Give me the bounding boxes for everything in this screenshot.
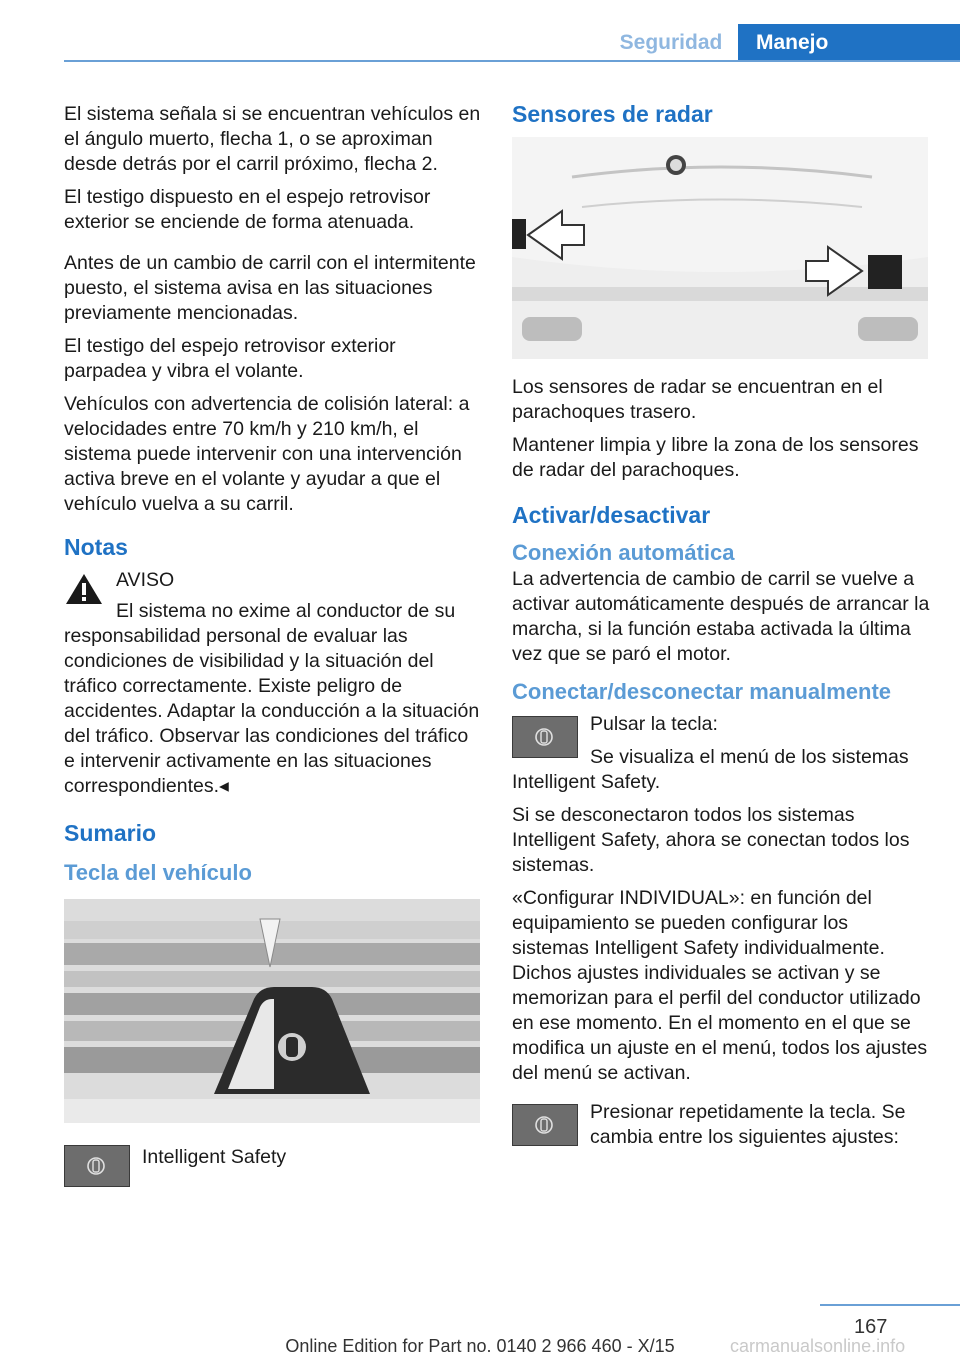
paragraph: Vehículos con advertencia de colisión lateral: a velocidades entre 70 km/h y 210 km/h, el sistema puede intervenir con una intervención activa breve en el volante y ayudar a que el vehículo vuelva a su carril.	[64, 393, 470, 515]
heading-activar: Activar/desactivar	[512, 502, 711, 528]
paragraph: Se visualiza el menú de los sistemas Intelligent Safety.	[512, 746, 909, 793]
paragraph: Mantener limpia y libre la zona de los sensores de radar del parachoques.	[512, 434, 919, 481]
edition-text: Online Edition for Part no. 0140 2 966 460 - X/15	[285, 1336, 675, 1356]
radar-sensor-photo	[512, 137, 928, 359]
tab-seguridad[interactable]: Seguridad	[619, 31, 723, 54]
right-column	[512, 102, 930, 1158]
paragraph: La advertencia de cambio de carril se vuelve a activar automáticamente después de arrancar la marcha, si la función estaba activada la última vez que se paró el motor.	[512, 568, 930, 665]
paragraph: Los sensores de radar se encuentran en el parachoques trasero.	[512, 376, 883, 423]
button-instruction	[512, 1100, 930, 1150]
warning-note	[64, 568, 482, 799]
header-rule	[64, 60, 960, 62]
page-number: 167	[854, 1316, 888, 1338]
paragraph: Pulsar la tecla:	[590, 713, 718, 735]
vehicle-key-photo	[64, 899, 480, 1123]
left-column	[64, 102, 482, 1189]
paragraph: «Configurar INDIVIDUAL»: en función del equipamiento se pueden configurar los sistemas Intelligent Safety individualmente. Dichos ajustes individuales se activan y se memorizan para el perfil del conductor utilizado en ese momento. En el momento en el que se modifica un ajuste en el menú, todos los ajustes del menú se activan.	[512, 887, 928, 1084]
paragraph: Antes de un cambio de carril con el intermitente puesto, el sistema avisa en las situaciones previamente mencionadas.	[64, 252, 476, 324]
heading-notas: Notas	[64, 534, 128, 560]
heading-conectar: Conectar/desconectar manualmente	[512, 679, 892, 704]
intelligent-safety-button-icon	[512, 716, 578, 758]
heading-sumario: Sumario	[64, 820, 157, 846]
key-label: Intelligent Safety	[142, 1146, 287, 1168]
paragraph: El sistema señala si se encuentran vehículos en el ángulo muerto, flecha 1, o se aproximan desde detrás por el carril próximo, flecha 2.	[64, 103, 481, 175]
button-instruction	[512, 712, 930, 795]
key-legend	[64, 1141, 482, 1189]
tab-manejo[interactable]: Manejo	[738, 24, 960, 62]
paragraph: El testigo del espejo retrovisor exterior parpadea y vibra el volante.	[64, 335, 396, 382]
heading-sensores: Sensores de radar	[512, 101, 713, 127]
warning-triangle-icon	[64, 572, 104, 606]
paragraph: El testigo dispuesto en el espejo retrovisor exterior se enciende de forma atenuada.	[64, 186, 431, 233]
warning-text: El sistema no exime al conductor de su responsabilidad personal de evaluar las condiciones de visibilidad y la situación del tráfico correctamente. Existe peligro de accidentes. Adaptar la conducción a la situación del tráfico. Observar las condiciones del tráfico e intervenir activamente en las situaciones correspondientes.◂	[64, 600, 480, 797]
footer-rule	[820, 1304, 960, 1306]
paragraph: Si se desconectaron todos los sistemas Intelligent Safety, ahora se conectan todos los sistemas.	[512, 804, 910, 876]
paragraph: Presionar repetidamente la tecla. Se cambia entre los siguientes ajustes:	[590, 1101, 906, 1148]
warning-title: AVISO	[116, 569, 175, 591]
intelligent-safety-button-icon	[512, 1104, 578, 1146]
intelligent-safety-button-icon	[64, 1145, 130, 1187]
watermark: carmanualsonline.info	[730, 1336, 906, 1356]
heading-tecla: Tecla del vehículo	[64, 860, 252, 885]
heading-conexion: Conexión automática	[512, 540, 735, 565]
